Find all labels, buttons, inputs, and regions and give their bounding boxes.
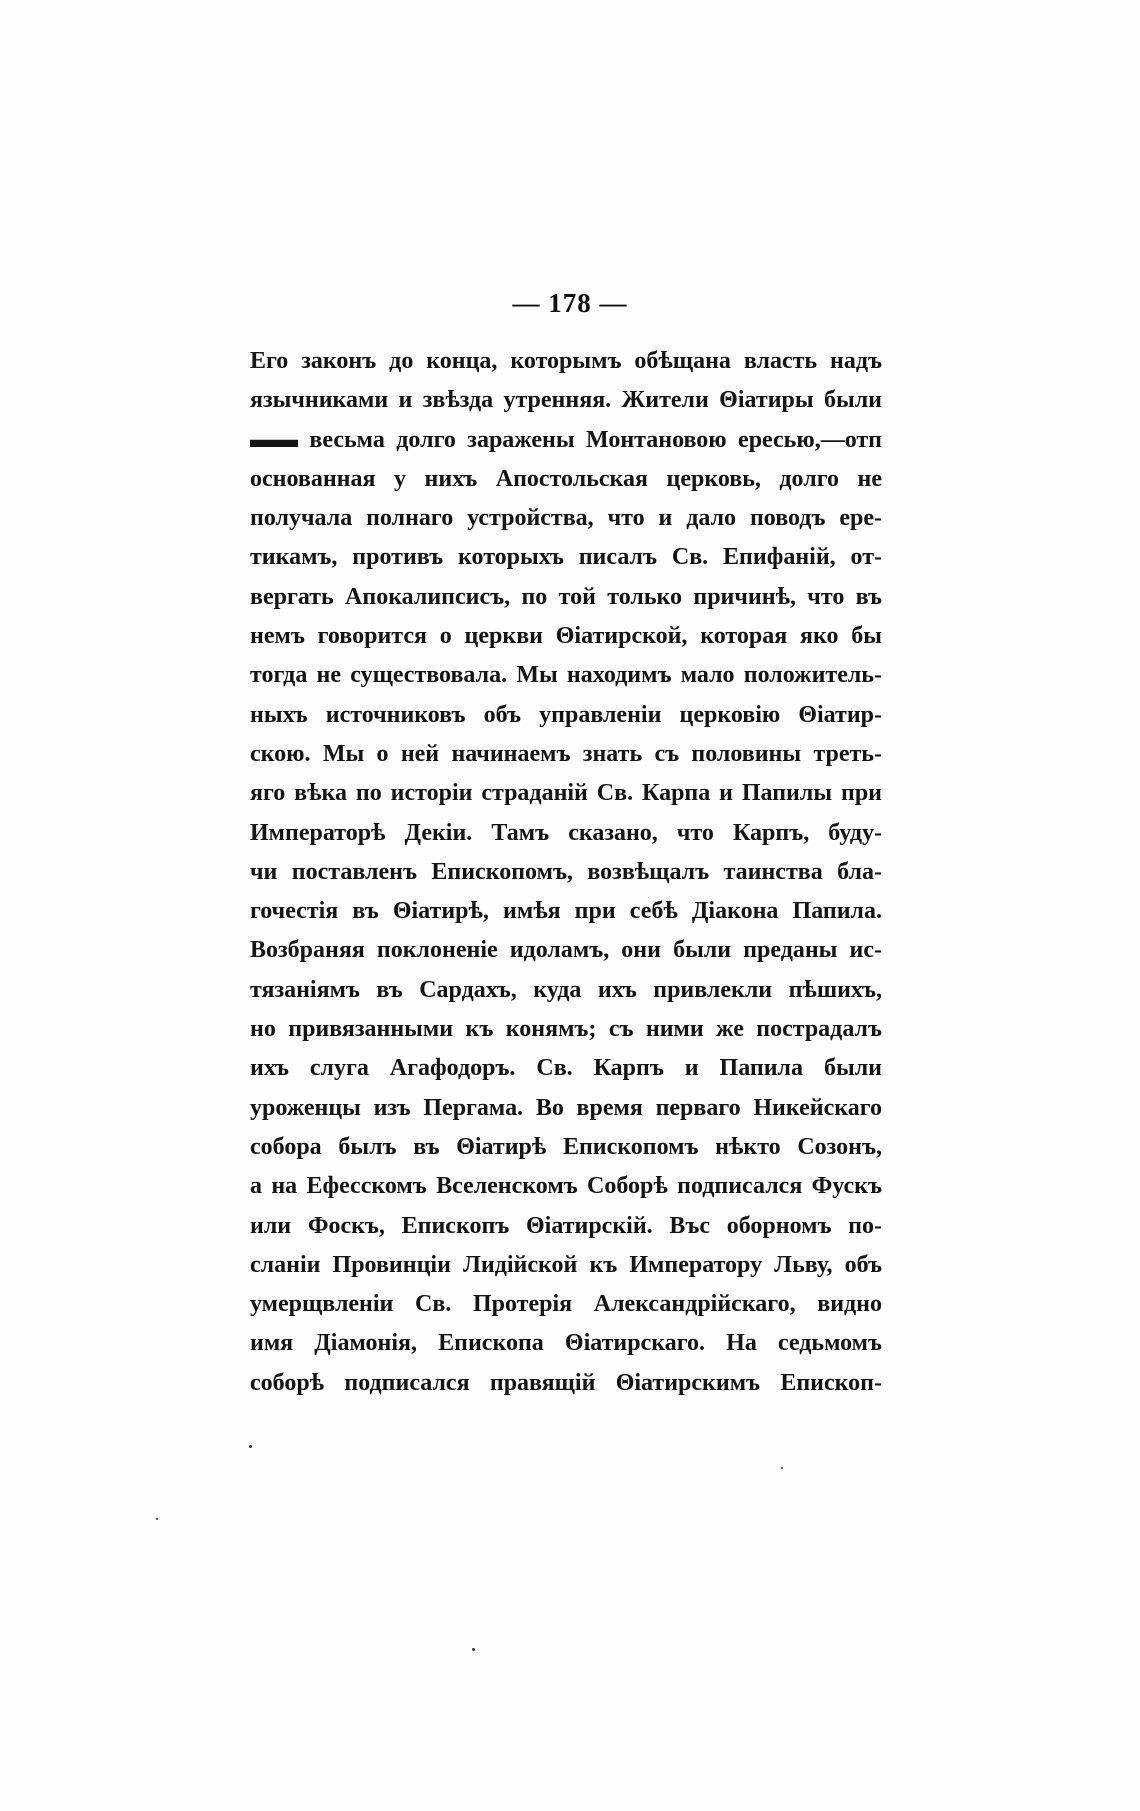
ink-speck — [781, 1467, 783, 1469]
ink-speck — [249, 1445, 252, 1448]
ink-speck — [156, 1518, 158, 1520]
text-line: язычниками и звѣзда утренняя. Жители Θіатиры были — [250, 387, 882, 414]
text-line: яго вѣка по исторіи страданій Св. Карпа и Папилы при — [250, 780, 882, 807]
text-line: вергать Апокалипсисъ, по той только причинѣ, что въ — [250, 583, 882, 610]
text-line: Возбраняя поклоненіе идоламъ, они были преданы ис- — [250, 937, 882, 964]
text-line: основанная у нихъ Апостольская церковь, долго не — [250, 465, 882, 492]
text-line: уроженцы изъ Пергама. Во время перваго Никейскаго — [250, 1094, 882, 1121]
text-line: собора былъ въ Θіатирѣ Епископомъ нѣкто Созонъ, — [250, 1133, 882, 1160]
text-line: а на Ефесскомъ Вселенскомъ Соборѣ подписался Фускъ — [250, 1173, 882, 1200]
text-line: Его законъ до конца, которымъ обѣщана власть надъ — [250, 348, 882, 374]
text-line: гочестія въ Θіатирѣ, имѣя при себѣ Діакона Папила. — [250, 898, 882, 925]
text-line: чи поставленъ Епископомъ, возвѣщалъ таинства бла- — [250, 858, 882, 885]
text-line: соборѣ подписался правящій Θіатирскимъ Епископ- — [250, 1369, 882, 1396]
text-line: умерщвленіи Св. Протерія Александрійскаго, видно — [250, 1291, 882, 1318]
text-line: тязаніямъ въ Сардахъ, куда ихъ привлекли пѣшихъ, — [250, 976, 882, 1003]
text-line: получала полнаго устройства, что и дало поводъ ере- — [250, 505, 882, 532]
text-line: имя Діамонія, Епископа Θіатирскаго. На седьмомъ — [250, 1330, 882, 1357]
text-line: но привязанными къ конямъ; съ ними же пострадалъ — [250, 1016, 882, 1043]
text-line: тогда не существовала. Мы находимъ мало положитель- — [250, 662, 882, 689]
text-line: ▬▬ весьма долго заражены Монтановою ересью,—отп — [250, 426, 882, 453]
text-line: немъ говорится о церкви Θіатирской, которая яко бы — [250, 623, 882, 650]
text-line: ныхъ источниковъ объ управленіи церковію Θіатир- — [250, 701, 882, 728]
text-line: скою. Мы о ней начинаемъ знать съ половины треть- — [250, 740, 882, 767]
text-line: тикамъ, противъ которыхъ писалъ Св. Епифаній, от- — [250, 544, 882, 571]
text-line: Императорѣ Декіи. Тамъ сказано, что Карпъ, буду- — [250, 819, 882, 846]
text-line: или Фоскъ, Епископъ Θіатирскій. Въс оборномъ по- — [250, 1212, 882, 1239]
body-text — [250, 342, 882, 1403]
text-line: ихъ слуга Агафодоръ. Св. Карпъ и Папила были — [250, 1055, 882, 1082]
page-number: — 178 — — [512, 288, 628, 318]
ink-speck — [472, 1648, 475, 1651]
text-line: сланіи Провинціи Лидійской къ Императору Льву, объ — [250, 1251, 882, 1278]
